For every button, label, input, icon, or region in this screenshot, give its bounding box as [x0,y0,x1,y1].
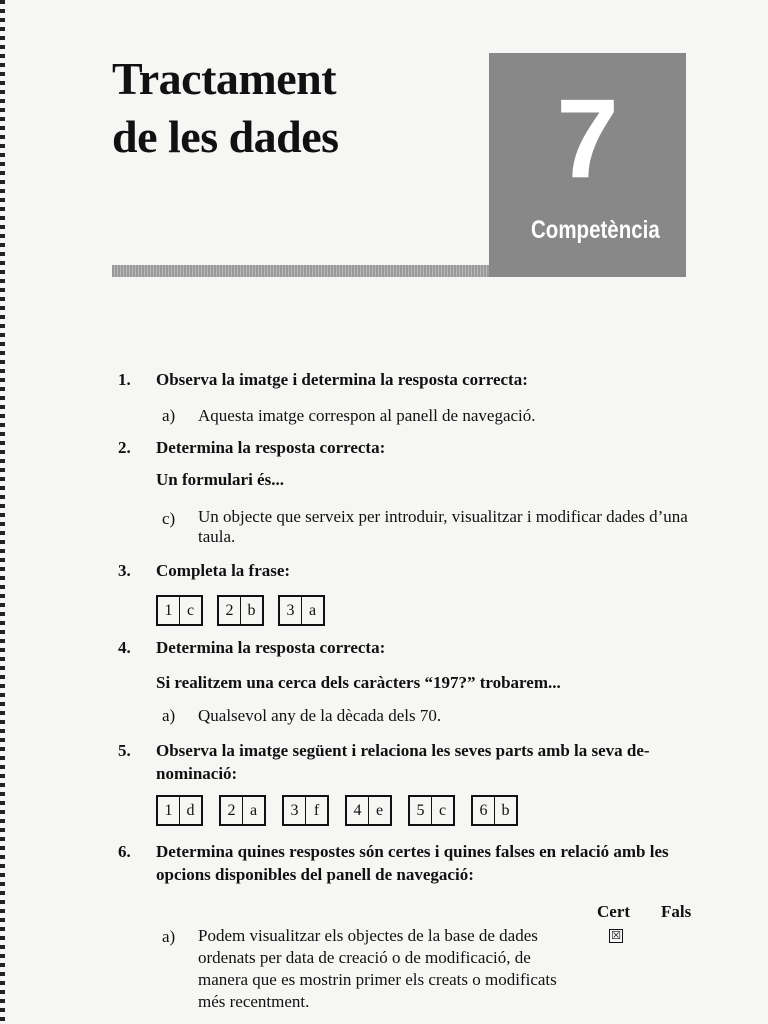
answer-letter: a) [162,927,176,946]
chapter-title [112,50,339,166]
pair-box [278,595,325,626]
pair-box [282,795,329,826]
question-text: Determina la resposta correcta: [156,638,386,657]
question-subtext: Si realitzem una cerca dels caràcters “197?” trobarem... [156,673,561,692]
answer-text: Podem visualitzar els objectes de la base de dades ordenats per data de creació o de modificació, de manera que es mostrin primer els creats o modificats més recentment. [198,926,557,1011]
pair-letter: c [186,602,195,619]
section-label: Competència [531,216,660,244]
answer-letter: a) [162,706,176,725]
column-header-true: Cert [597,902,631,921]
pair-letter: b [501,802,510,819]
title-line-1: Tractament [112,53,337,104]
chapter-number: 7 [556,76,619,201]
pair-number: 1 [158,597,180,624]
header-rule [112,265,489,277]
pair-number: 2 [219,597,241,624]
matching-pairs [156,595,325,626]
pair-number: 4 [347,797,369,824]
chapter-box [489,53,686,277]
pair-number: 6 [473,797,495,824]
answer-text: Qualsevol any de la dècada dels 70. [198,706,442,725]
question-number: 5. [118,741,131,760]
question-number: 3. [118,561,131,580]
question-text: Determina la resposta correcta: [156,438,386,457]
question-text: Completa la frase: [156,561,291,580]
question-text: Observa la imatge i determina la resposta correcta: [156,370,528,389]
answer-text: Un objecte que serveix per introduir, visualitzar i modificar dades d’una taula. [198,507,688,546]
question-subtext: Un formulari és... [156,470,284,489]
pair-box [219,795,266,826]
pair-box [217,595,264,626]
pair-letter: b [247,602,256,619]
pair-letter: a [308,602,317,619]
pair-letter: a [249,802,258,819]
question-number: 6. [118,842,131,861]
question-number: 1. [118,370,131,389]
pair-box [471,795,518,826]
question-number: 2. [118,438,131,457]
answer-letter: a) [162,406,176,425]
pair-number: 3 [280,597,302,624]
pair-number: 1 [158,797,180,824]
pair-number: 5 [410,797,432,824]
pair-box [156,795,203,826]
question-number: 4. [118,638,131,657]
pair-number: 2 [221,797,243,824]
question-text: Observa la imatge següent i relaciona les seves parts amb la seva de-nominació: [156,741,650,783]
true-checkbox[interactable]: ☒ [609,929,623,943]
answer-text: Aquesta imatge correspon al panell de navegació. [198,406,536,425]
matching-pairs [156,795,518,826]
pair-box [408,795,455,826]
column-header-false: Fals [661,902,692,921]
question-text: Determina quines respostes són certes i quines falses en relació amb les opcions disponibles del panell de navegació: [156,842,669,884]
pair-box [345,795,392,826]
pair-letter: c [438,802,447,819]
pair-box [156,595,203,626]
answer-letter: c) [162,509,176,528]
title-line-2: de les dades [112,111,339,162]
pair-letter: d [186,802,195,819]
pair-letter: e [375,802,384,819]
pair-number: 3 [284,797,306,824]
pair-letter: f [313,802,320,819]
page-edge [0,0,5,1024]
